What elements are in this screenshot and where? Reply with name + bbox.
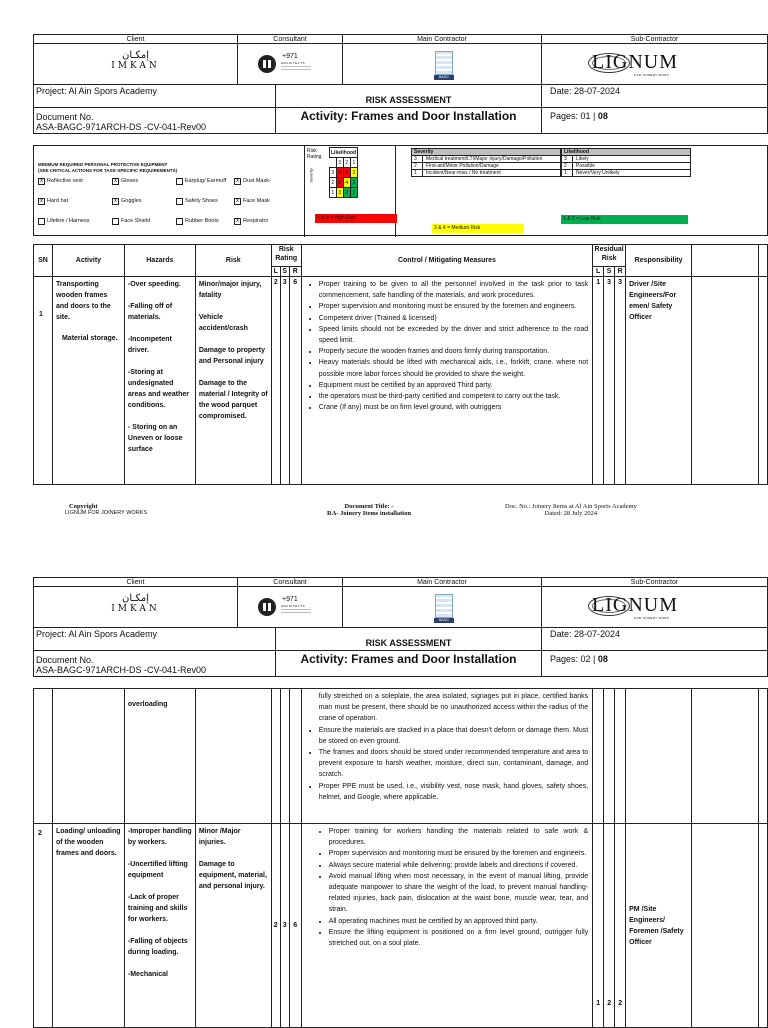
row2-risk [195,824,271,1028]
list-item: Damage to the material / Integrity of the wood parquet compromised. [198,380,268,420]
table-row [34,824,768,1028]
row2-res-s: 2 [604,824,615,1028]
risk-table-page2 [33,688,768,1028]
ppe-checkbox: x [40,198,43,204]
matrix-col-head: 2 [343,158,350,168]
ppe-label: Safety Shoes [185,198,218,204]
ppe-item [112,178,172,185]
ppe-label: Earplug/ Earmuff [185,178,227,184]
likelihood-item [561,163,691,170]
row1c-controls: fully stretched on a soleplate, the area isolated, signages put in place, certified banks man must be present, there should be no unauthorized access within the radius of the crane of operation. • Ensure the materials are stacked in a place that doesn't deform or damage them. Must be stored on even ground. • The frames and doors should be stored under recommended temperature and area to prevent exposure to harsh weather, moisture, direct sun, contaminant, damage, and scratch. • Proper PPE must be used, i.e., visibility vest, nose mask, hand gloves, safety shoes, helmet, and Google, where applicable. [301,689,593,824]
page2-header [33,577,768,677]
ppe-item [38,218,98,225]
row1-controls [301,277,592,485]
row1-extra-2 [758,277,767,485]
page1-footer [65,503,685,523]
th-extra-1 [692,245,759,277]
architects-logo: +971 ARCHITECTS [258,595,318,621]
severity-num: 2 [412,163,423,169]
likelihood-item [561,170,691,177]
bagc-logo: BAGC [433,592,455,625]
row2-responsibility: PM /Site Engineers/ Foremen /Safety Officer [626,824,692,1028]
ppe-item [234,178,294,185]
th-s: S [280,267,289,277]
ppe-item [112,218,172,225]
list-item: -Uncertified lifting equipment [127,861,188,879]
th-r: R [289,267,301,277]
severity-item [411,156,561,163]
control-item: • Heavy materials should be lifted with mechanical aids, i.e., forklift, crane. where not possible more labor forces should be provided to share the weight. [319,357,588,379]
main-contractor-label-cell-2: Main Contractor [342,577,542,587]
severity-axis-label: Severity [308,168,314,183]
control-item: • Crane (If any) must be on firm level ground, with outriggers [319,402,588,413]
ppe-section [34,146,305,237]
likelihood-text: Possible [576,163,595,169]
row1c-extra-2 [758,689,767,824]
row1-s: 3 [280,277,289,485]
high-risk-legend: 6 & 9 = High Risk [315,214,397,223]
th-activity: Activity [52,245,124,277]
row2-extra-1 [692,824,759,1028]
row2-hazards [124,824,195,1028]
list-item: -Falling off of materials. [127,303,173,321]
activity-cell-2: Activity: Frames and Door Installation [275,650,542,677]
control-item: • The frames and doors should be stored under recommended temperature and area to prevent exposure to harsh weather, moisture, direct sun, contaminant, damage, and scratch. [319,747,589,781]
lignum-logo: LIGNUM FOR JOINERY WORK [582,46,712,82]
severity-num: 3 [412,156,423,162]
lignum-logo: LIGNUM FOR JOINERY WORK [582,589,712,625]
likelihood-num: 2 [562,163,573,169]
th-extra-2 [758,245,767,277]
pages-cell: Pages: 01 | 08 [541,107,768,134]
row1c-risk [195,689,271,824]
project-cell [33,84,276,108]
likelihood-header: Likelihood [331,149,356,156]
ppe-label: Respirator [243,218,269,224]
ppe-item [176,178,236,185]
th-res-l: L [593,267,604,277]
matrix-cell: 2 [343,188,350,198]
likelihood-text: Likely [576,156,589,162]
control-item: • Avoid manual lifting when most necessary, in the event of manual lifting, provide adequate manpower to share the weight of the load, to prevent manual handling-related injuries, back pain, dislocation at the waist bone, muscle wear, tear, and strain. [329,871,589,916]
row2-activity: Loading/ unloading of the wooden frames and doors. [52,824,124,1028]
pages: Pages: 01 | [550,111,598,121]
severity-items [411,156,561,177]
client-label-cell-2: Client [33,577,238,587]
row2-controls [301,824,593,1028]
list-item: -Falling of objects during loading. [127,938,188,956]
severity-num: 1 [412,170,423,176]
ppe-label: Dust Mask- [243,178,271,184]
row1c-res-s [604,689,615,824]
list-item: -Improper handling by workers. [127,828,192,846]
severity-legend [411,148,561,177]
likelihood-text: Never/Very Unlikely [576,170,620,176]
ppe-item [176,198,236,205]
likelihood-num: 3 [562,156,573,162]
ppe-item [176,218,236,225]
row1-risk [195,277,271,485]
matrix-cell: 4 [343,178,350,188]
list-item: -Incompetent driver. [127,336,172,354]
consultant-logo-cell-2 [237,586,343,628]
consultant-label-cell-2: Consultant [237,577,343,587]
severity-text: Medical treatment/LTI/Major Injury/Damage/Pollution [426,156,543,162]
ppe-checkbox: x [236,218,239,224]
list-item: -Lack of proper training and skills for workers. [127,894,188,923]
row1-l: 2 [271,277,280,485]
list-item: -Mechanical [127,971,168,978]
subcontractor-label-cell-2: Sub-Contractor [541,577,768,587]
control-item: • All operating machines must be certified by an approved third party. [329,916,589,927]
likelihood-title: Likelihood [561,148,691,156]
th-risk: Risk [195,245,271,277]
matrix-cell: 9 [336,168,343,178]
th-res-s: S [604,267,615,277]
ppe-label: Face Mask [243,198,270,204]
matrix-table [329,147,358,198]
row1c-activity [52,689,124,824]
row1c-l [271,689,280,824]
row1-r: 6 [289,277,301,485]
ppe-checkbox [176,178,183,185]
ppe-checkbox: x [236,178,239,184]
control-item: • Equipment must be certified by an approved Third party. [319,380,588,391]
severity-title: Severity [411,148,561,156]
ppe-label: Hard hat [47,198,69,204]
ppe-label: Lifeline / Harness [47,218,90,224]
th-risk-rating: Risk Rating [271,245,301,267]
row1-res-l: 1 [593,277,604,485]
row1c-r [289,689,301,824]
architects-logo: +971 ARCHITECTS [258,52,318,78]
document-title: RISK ASSESSMENT [365,95,452,105]
matrix-row-head: 1 [331,189,335,196]
row1-res-r: 3 [615,277,626,485]
row1c-extra-1 [692,689,759,824]
client-logo-cell [33,43,238,85]
ppe-checkbox: x [236,198,239,204]
consultant-logo-cell [237,43,343,85]
likelihood-items [561,156,691,177]
ppe-item [234,198,294,205]
row2-r: 6 [289,824,301,1028]
matrix-cell: 6 [343,168,350,178]
row1c-sn [34,689,53,824]
risk-table-page1 [33,244,768,485]
row2-res-r: 2 [615,824,626,1028]
subcontractor-logo-cell-2 [541,586,768,628]
list-item: - Storing on an Uneven or loose surface [127,424,183,453]
risk-matrix [304,146,396,237]
ppe-label: Goggles [121,198,142,204]
consultant-label: Consultant [273,36,307,43]
matrix-cell: 3 [336,188,343,198]
date-cell [541,84,768,108]
docno-cell [33,107,276,134]
control-item: • the operators must be third-party certified and competent to carry out the task. [319,391,588,402]
list-item: -Storing at undesignated areas and weather conditions. [127,369,189,409]
project-name: Project: Al Ain Spors Academy [36,86,158,96]
row2-s: 3 [280,824,289,1028]
severity-item [411,170,561,177]
control-item: • Proper supervision and monitoring must be ensured by the foremen and engineers. [319,301,588,312]
severity-text: Incident/Near-miss / No treatment [426,170,501,176]
ppe-item [234,218,294,225]
list-item: Vehicle accident/crash [198,314,248,332]
main-contractor-logo-cell [342,43,542,85]
likelihood-legend [561,148,691,177]
control-item: • Always secure material while delivering; provide labels and directions if covered. [329,860,589,871]
matrix-col-head: 1 [350,158,357,168]
control-item: • Ensure the materials are stacked in a place that doesn't deform or damage them. Must be stored on even ground. [319,725,589,747]
matrix-col-head: 3 [336,158,343,168]
likelihood-num: 1 [562,170,573,176]
ppe-checkbox [176,198,183,205]
project-cell-2: Project: Al Ain Spors Academy [33,627,276,651]
ppe-matrix-block [33,145,768,236]
table-row [34,689,768,824]
row1-res-s: 3 [604,277,615,485]
docno-label: Document No. [36,112,94,122]
th-res-r: R [615,267,626,277]
ppe-label: Rubber Boots [185,218,219,224]
matrix-row-head: 2 [331,179,335,186]
matrix-cell: 3 [350,168,357,178]
risk-rating-label: Risk Rating [307,148,322,160]
imkan-logo: إمكـان IMKAN [111,50,160,71]
bagc-logo: BAGC [433,49,455,82]
ppe-label: Gloves [121,178,139,184]
matrix-cell: 6 [336,178,343,188]
th-residual: Residual Risk [593,245,626,267]
low-risk-legend: 1 & 2 = Low Risk [561,215,688,224]
date-cell-2: Date: 28-07-2024 [541,627,768,651]
page1-header [33,34,768,134]
row1-extra-1 [692,277,759,485]
ppe-item [38,198,98,205]
main-contractor-logo-cell-2 [342,586,542,628]
row2-extra-2 [758,824,767,1028]
row1-responsibility: Driver /Site Engineers/For emen/ Safety Officer [626,277,692,485]
ppe-checkbox: x [114,198,117,204]
row1-hazards [124,277,195,485]
docno: ASA-BAGC-971ARCH-DS -CV-041-Rev00 [36,122,207,132]
pages-cell-2: Pages: 02 | 08 [541,650,768,677]
ppe-checkbox: x [40,178,43,184]
row2-res-l: 1 [593,824,604,1028]
control-item: • Proper training to be given to all the personnel involved in the task prior to task commencement, safe handling of the materials, and work procedures. [319,279,588,301]
matrix-cell: 1 [350,188,357,198]
th-sn: SN [34,245,53,277]
list-item: -Over speeding. [127,281,181,288]
client-logo-cell-2 [33,586,238,628]
docno-cell-2: Document No. ASA-BAGC-971ARCH-DS -CV-041-Rev00 [33,650,276,677]
severity-item [411,163,561,170]
document-title-cell-2: RISK ASSESSMENT [275,627,542,651]
ppe-checkbox [38,218,45,225]
medium-risk-legend: 3 & 4 = Medium Risk [432,224,524,233]
list-item: Damage to equipment, material, and personal injury. [198,861,267,890]
control-item: • Speed limits should not be exceeded by the driver and strict adherence to the road speed limit. [319,324,588,346]
ppe-checkbox [112,218,119,225]
control-item: • Ensure the lifting equipment is positioned on a firm level ground, outrigger fully stretched out, on a soul plate. [329,927,589,949]
subcontractor-label: Sub-Contractor [630,36,679,43]
th-l: L [271,267,280,277]
document-title-cell [275,84,542,108]
list-item: Damage to property and Personal injury [198,347,265,365]
list-item: Minor/major injury, fatality [198,281,262,299]
list-item: Minor /Major injuries. [198,828,241,846]
date: Date: 28-07-2024 [550,86,621,96]
control-item: • Proper training for workers handling the materials related to safe work & procedures. [329,826,589,848]
control-item: • Proper PPE must be used, i.e., visibility vest, nose mask, hand gloves, safety shoes, helmet, and Google, where applicable. [319,781,589,803]
control-item: • Properly secure the wooden frames and doors firmly during transportation. [319,346,588,357]
ppe-item [38,178,98,185]
ppe-checkbox: x [114,178,117,184]
matrix-row-head: 3 [331,169,335,176]
th-hazards: Hazards [124,245,195,277]
severity-text: First-aid/Minor Pollution/Damage [426,163,499,169]
table-row [34,277,768,485]
footer-copyright: Copyright LIGNUM FOR JOINERY WORKS [65,503,148,516]
client-label: Client [126,36,145,43]
th-responsibility: Responsibility [626,245,692,277]
ppe-checkbox [176,218,183,225]
row1c-hazards: overloading [124,689,195,824]
row1c-res-r [615,689,626,824]
main-contractor-label: Main Contractor [417,36,467,43]
ppe-item [112,198,172,205]
activity-cell [275,107,542,134]
activity-title: Activity: Frames and Door Installation [300,109,517,123]
likelihood-item [561,156,691,163]
ppe-label: Face Shield [121,218,151,224]
row1c-s [280,689,289,824]
ppe-title: MINIMUM REQUIRED PERSONAL PROTECTIVE EQUIPMENT (SEE CRITICAL ACTIONS FOR TASK-SPECIFIC REQUIREMENTS) [38,162,178,173]
row1-sn: 1 [34,277,53,485]
footer-doc-title: Document Title: - RA- Joinery Items installation [327,503,411,517]
imkan-logo: إمكـان IMKAN [111,593,160,614]
row1c-res-l [593,689,604,824]
control-item: • Competent driver (Trained & licensed) [319,313,588,324]
footer-doc-no: Doc. No.: Joinery Items at Al Ain Sports Academy Dated: 28 July 2024 [505,503,637,517]
control-item: • Proper supervision and monitoring must be ensured by the foremen and engineers. [329,848,589,859]
row2-sn: 2 [34,824,53,1028]
row1c-responsibility [626,689,692,824]
row1-activity: Transporting wooden frames and doors to the site. Material storage. [52,277,124,485]
matrix-cell: 2 [350,178,357,188]
th-control: Control / Mitigating Measures [301,245,592,277]
subcontractor-logo-cell [541,43,768,85]
ppe-label: Reflective vest [47,178,83,184]
row2-l: 2 [271,824,280,1028]
